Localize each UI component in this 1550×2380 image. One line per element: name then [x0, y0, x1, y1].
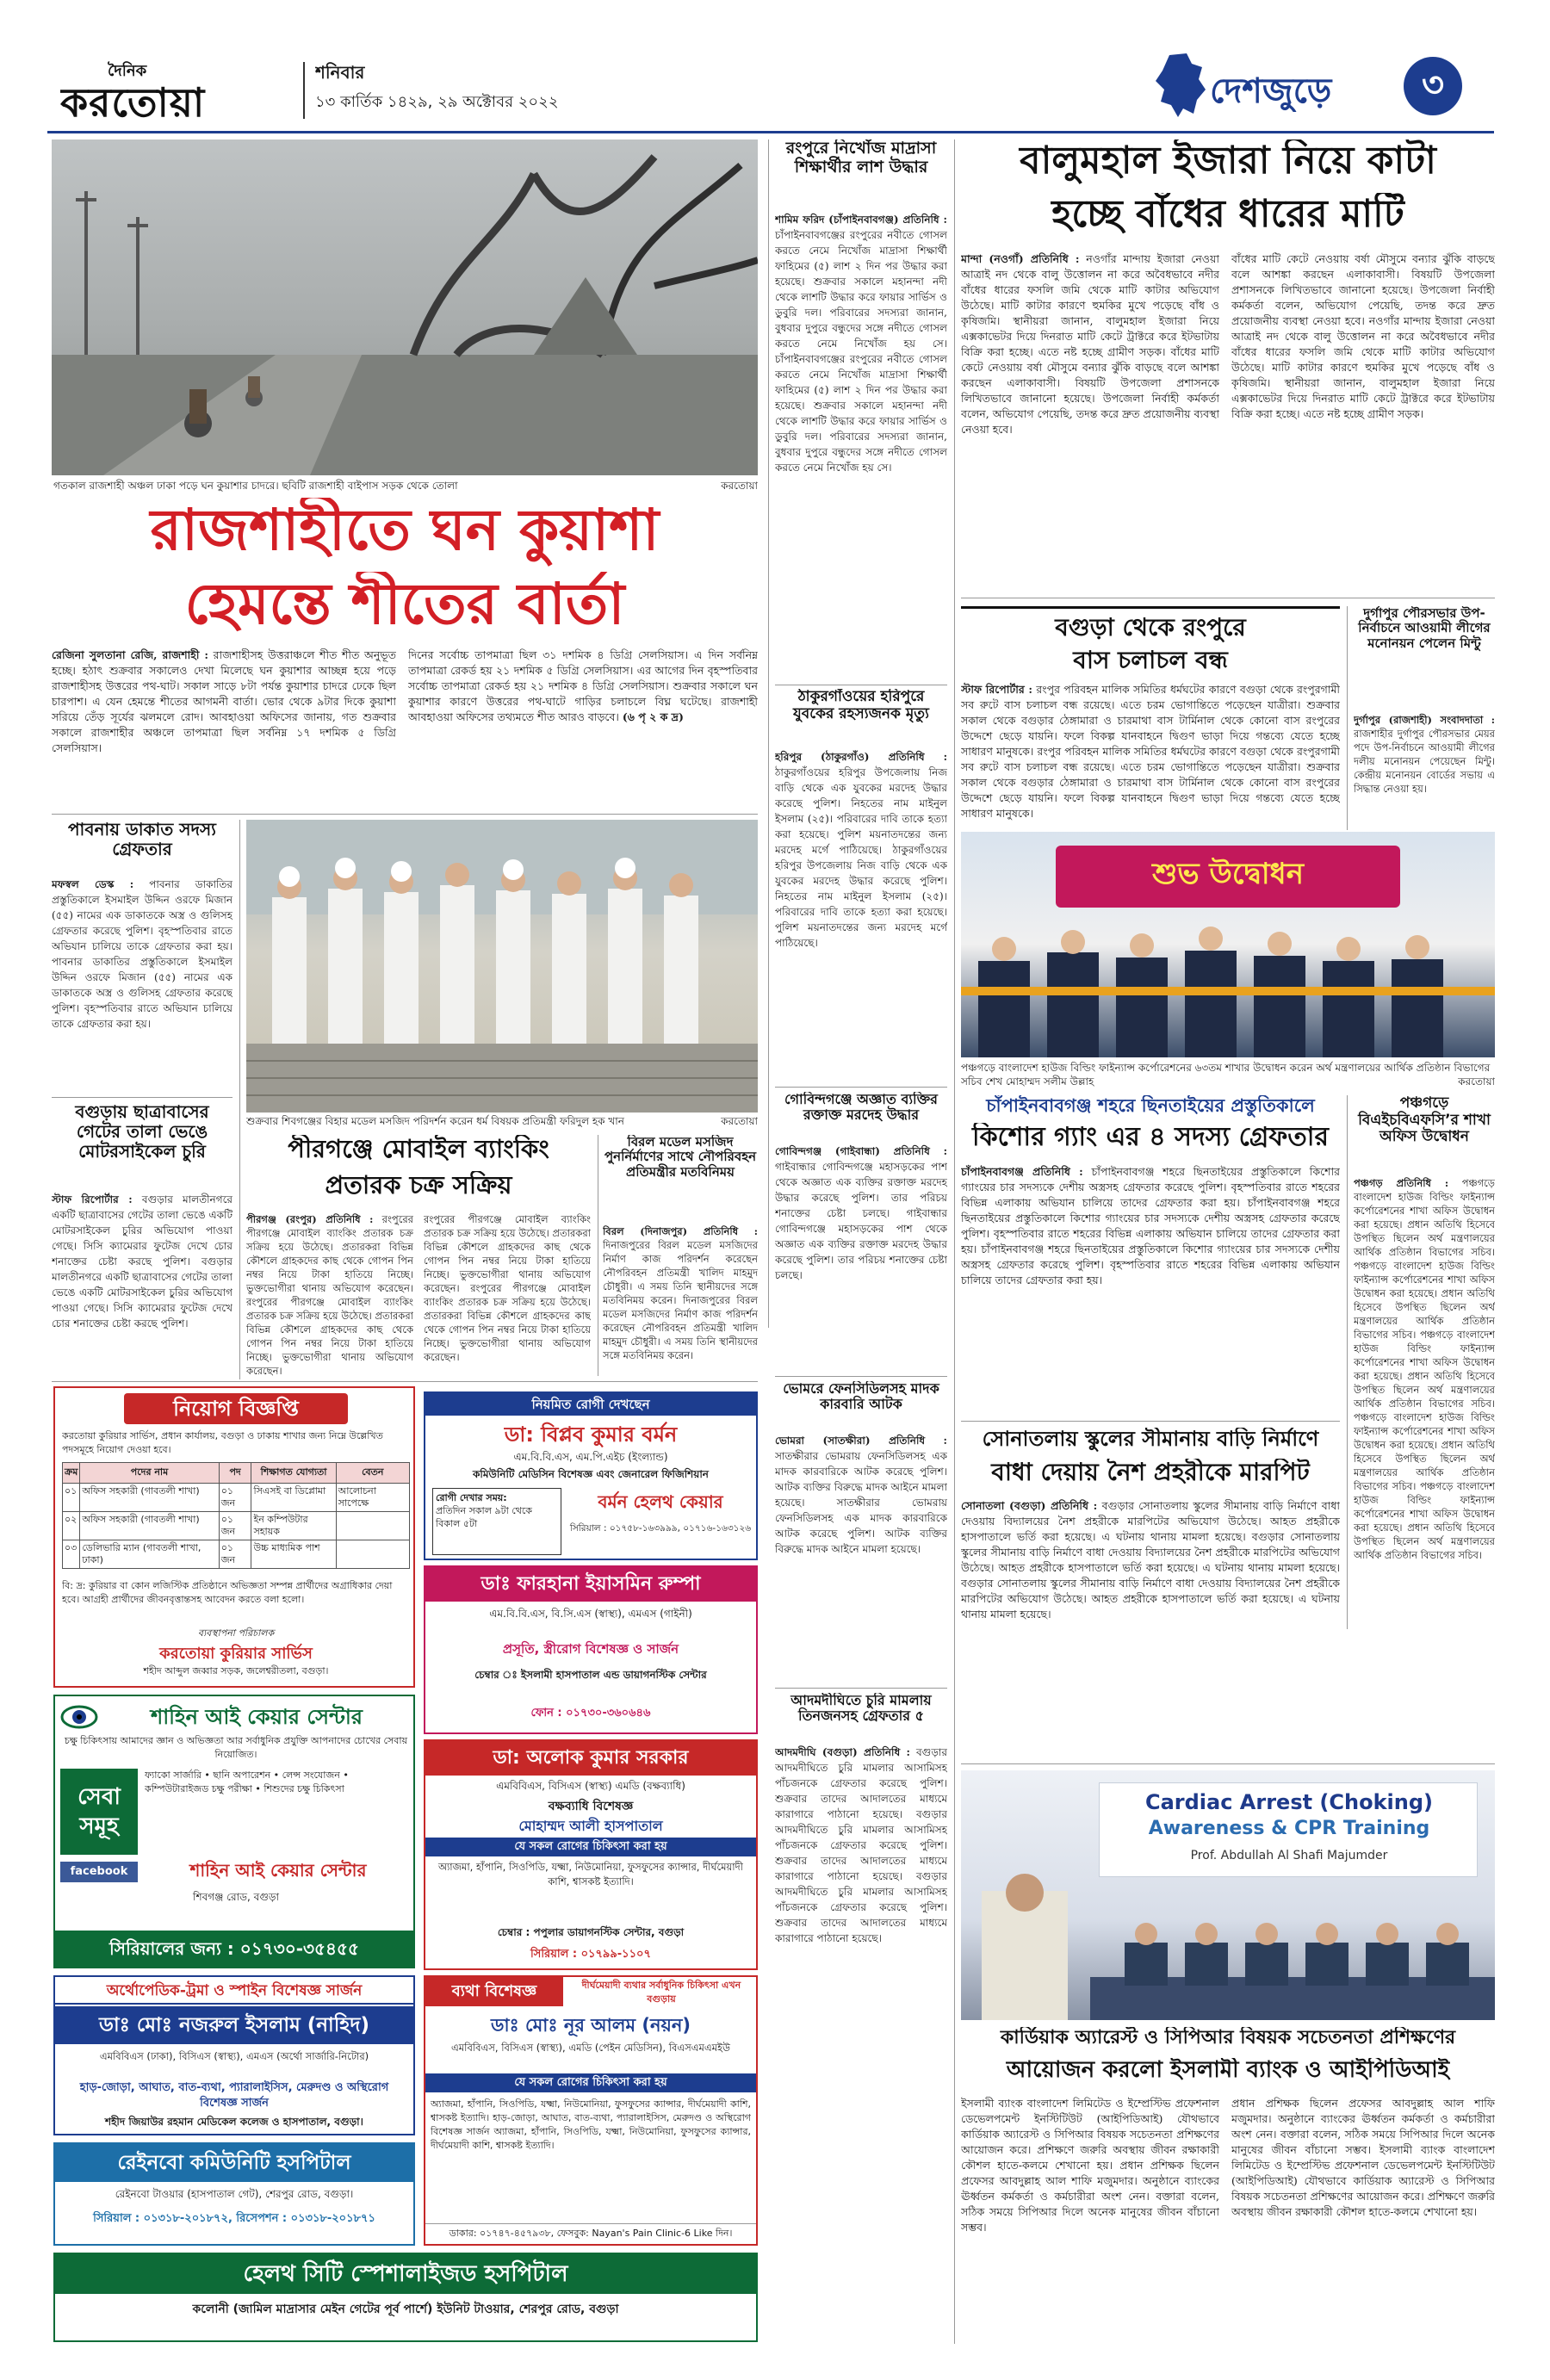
- minister-body: বিরল (দিনাজপুর) প্রতিনিধি : দিনাজপুরের বিরল মডেল মসজিদের নির্মাণ কাজ পরিদর্শন করেছেন নৌপরিবহন প্রতিমন্ত্রী খালিদ মাহমুদ চৌধুরী। এ সময় তিনি স্থানীয়দের সঙ্গে মতবিনিময় করেন। দিনাজপুরের বিরল মডেল মসজিদের নির্মাণ কাজ পরিদর্শন করেছেন নৌপরিবহন প্রতিমন্ত্রী খালিদ মাহমুদ চৌধুরী। এ সময় তিনি স্থানীয়দের সঙ্গে মতবিনিময় করেন।: [603, 1225, 758, 1361]
- gang-headline-2: কিশোর গ্যাং এর ৪ সদস্য গ্রেফতার: [972, 1123, 1329, 1152]
- lead-photo: [52, 139, 758, 475]
- pain-title: ব্যথা বিশেষজ্ঞ: [425, 1977, 563, 2006]
- sahin-phone: সিরিয়ালের জন্য : ০১৭৩০-৩৫৪৫৫: [55, 1931, 413, 1967]
- eye-icon: [60, 1701, 98, 1732]
- doctor-ad-degrees: এম.বি.বি.এস, এম.পি.এইচ (ইংল্যান্ড): [513, 1451, 668, 1463]
- alok-degrees: এমবিবিএস, বিসিএস (স্বাস্থ্য) এমডি (বক্ষব্যাধি): [496, 1780, 685, 1792]
- job-table-cell: ইন কম্পিউটার সহায়ক: [251, 1512, 336, 1540]
- cardiac-body: ইসলামী ব্যাংক বাংলাদেশ লিমিটেড ও ইম্প্রেস্টিভ প্রফেশনাল ডেভেলপমেন্ট ইনস্টিটিউট (আইপিডিআই) যৌথভাবে কার্ডিয়াক অ্যারেস্ট ও সিপিআর বিষয়ক সচেতনতা প্রশিক্ষণের আয়োজন করে। প্রশিক্ষণে জরুরি অবস্থায় জীবন রক্ষাকারী কৌশল হাতে-কলমে শেখানো হয়। প্রধান প্রশিক্ষক ছিলেন প্রফেসর আবদুল্লাহ আল শাফি মজুমদার। অনুষ্ঠানে ব্যাংকের ঊর্ধ্বতন কর্মকর্তা ও কর্মচারীরা অংশ নেন। বক্তারা বলেন, সঠিক সময়ে সিপিআর দিলে অনেক মানুষের জীবন বাঁচানো সম্ভব।: [961, 2097, 1219, 2234]
- lead-photo-credit: করতোয়া: [721, 480, 758, 492]
- lead-headline-1: রাজশাহীতে ঘন কুয়াশা: [150, 498, 660, 563]
- rumpa-degrees: এম.বি.বি.এস, বি.সি.এস (স্বাস্থ্য), এমএস (গাইনী): [489, 1608, 692, 1620]
- bus-headline-2: বাস চলাচল বন্ধ: [1073, 647, 1228, 674]
- health-city-name: হেলথ সিটি স্পেশালাইজড হসপিটাল: [55, 2254, 756, 2294]
- job-table-cell: ০১: [63, 1484, 80, 1512]
- raid-headline: গোবিন্দগঞ্জে অজ্ঞাত ব্যক্তির রক্তাক্ত মরদেহ উদ্ধার: [784, 1092, 938, 1124]
- balumohal-headline-2: হচ্ছে বাঁধের ধারের মাটি: [1051, 193, 1404, 236]
- cardiac-headline-2: আয়োজন করলো ইসলামী ব্যাংক ও আইপিডিআই: [1006, 2058, 1450, 2083]
- doctor-rumpa-ad[interactable]: [424, 1565, 758, 1734]
- doctor-biplob-ad[interactable]: [424, 1391, 758, 1560]
- job-table-cell: [336, 1512, 409, 1540]
- job-table-cell: ০২: [63, 1512, 80, 1540]
- issue-day: শনিবার: [315, 62, 365, 83]
- ceremony-photo: [961, 832, 1495, 1057]
- lead-body: রেজিনা সুলতানা রেজি, রাজশাহী : রাজশাহীসহ উত্তরাঞ্চলে শীত শীত অনুভূত হচ্ছে। হঠাৎ শুক্রবার সকালেও দেখা মিলেছে ঘন কুয়াশার আচ্ছন্ন হয়ে পড়ে রাজশাহীসহ উত্তরের পথ-ঘাট। সকাল সাড়ে ৮টা পর্যন্ত কুয়াশার চাদরে ঢেকে ছিল চারপাশ। এ যেন হেমন্তে শীতের আগমনী বার্তা। ভোর থেকে ৯টার দিকে কুয়াশা সরিয়ে তেঁড় সূর্যের ঝলমলে রোদ। আবহাওয়া অফিসের জানায়, গত শুক্রবার সকালে রাজশাহীর অঞ্চলে তাপমাত্রা ছিল সর্বনিম্ন ১৭ দশমিক ৫ ডিগ্রি সেলসিয়াস।: [52, 648, 396, 754]
- theft-body: আদমদীঘি (বগুড়া) প্রতিনিধি : বগুড়ার আদমদীঘিতে চুরি মামলার আসামিসহ পাঁচজনকে গ্রেফতার করেছে পুলিশ। শুক্রবার তাদের আদালতের মাধ্যমে কারাগারে পাঠানো হয়েছে। বগুড়ার আদমদীঘিতে চুরি মামলার আসামিসহ পাঁচজনকে গ্রেফতার করেছে পুলিশ। শুক্রবার তাদের আদালতের মাধ্যমে কারাগারে পাঠানো হয়েছে। বগুড়ার আদমদীঘিতে চুরি মামলার আসামিসহ পাঁচজনকে গ্রেফতার করেছে পুলিশ। শুক্রবার তাদের আদালতের মাধ্যমে কারাগারে পাঠানো হয়েছে।: [775, 1746, 947, 1944]
- rainbow-phone: সিরিয়াল : ০১৩১৮-২০১৮৭২, রিসেপশন : ০১৩১৮-২০১৮৭১: [93, 2212, 375, 2225]
- fensidil-headline: ভোমরে ফেনসিডিলসহ মাদক কারবারি আটক: [783, 1381, 939, 1413]
- training-banner-2: Awareness & CPR Training: [1148, 1818, 1430, 1839]
- doctor-ad-name: ডা: বিপ্লব কুমার বর্মন: [504, 1422, 678, 1447]
- training-speaker: Prof. Abdullah Al Shafi Majumder: [1190, 1849, 1388, 1862]
- ceremony-banner-title: শুভ উদ্বোধন: [1151, 858, 1304, 891]
- lead-jump[interactable]: (৬ পৃ ২ ক দ্র): [622, 710, 684, 723]
- health-city-ad[interactable]: [53, 2253, 758, 2342]
- sub-election-body: দুর্গাপুর (রাজশাহী) সংবাদদাতা : রাজশাহীর দুর্গাপুর পৌরসভার মেয়র পদে উপ-নির্বাচনে আওয়ামী লীগের দলীয় মনোনয়ন পেয়েছেন মিন্টু। কেন্দ্রীয় মনোনয়ন বোর্ডের সভায় এ সিদ্ধান্ত নেওয়া হয়।: [1354, 714, 1495, 795]
- rumpa-phone: ফোন : ০১৭৩০-৩৬০৬৪৬: [530, 1707, 651, 1720]
- pain-name: ডাঃ মোঃ নূর আলম (নয়ন): [491, 2015, 691, 2036]
- ortho-degrees: এমবিবিএস (ঢাকা), বিসিএস (স্বাস্থ্য), এমএস (অর্থো সার্জারি-নিটোর): [99, 2050, 369, 2062]
- job-table-cell: ০১ জন: [219, 1484, 251, 1512]
- ceremony-credit: করতোয়া: [1458, 1075, 1495, 1088]
- health-city-address: কলোনী (জামিল মাদ্রাসার মেইন গেটের পূর্ব পার্শে) ইউনিট টাওয়ার, শেরপুর রোড, বগুড়া: [192, 2303, 619, 2316]
- job-table-cell: সিএসই বা ডিপ্লোমা: [251, 1484, 336, 1512]
- bus-headline-1: বগুড়া থেকে রংপুরে: [1055, 614, 1246, 641]
- dacoit-headline: পাবনায় ডাকাত সদস্য গ্রেফতার: [67, 820, 216, 859]
- doctor-ad-title: নিয়মিত রোগী দেখছেন: [425, 1393, 756, 1416]
- balumohal-headline-1: বালুমহাল ইজারা নিয়ে কাটা: [1020, 139, 1436, 183]
- alok-strip: যে সকল রোগের চিকিৎসা করা হয়: [425, 1838, 756, 1856]
- job-table-cell: আলোচনা সাপেক্ষে: [336, 1484, 409, 1512]
- bhbfc-headline: পঞ্চগড়ে বিএইচবিএফসি’র শাখা অফিস উদ্বোধন: [1358, 1095, 1491, 1146]
- doctor-ortho-ad[interactable]: [53, 1975, 415, 2135]
- sahin-name: শাহিন আই কেয়ার সেন্টার: [151, 1705, 363, 1729]
- job-ad[interactable]: [53, 1386, 415, 1688]
- job-table-cell: [336, 1540, 409, 1569]
- pain-tag: দীর্ঘমেয়াদী ব্যথার সর্বাধুনিক চিকিৎসা এখন বগুড়ায়: [581, 1980, 741, 2005]
- balumohal-body: মান্দা (নওগাঁ) প্রতিনিধি : নওগাঁর মান্দায় ইজারা নেওয়া আত্রাই নদ থেকে বালু উত্তোলন না করে অবৈধভাবে নদীর বাঁধের ধারের ফসলি জমি থেকে মাটি কাটার অভিযোগ উঠেছে। মাটি কাটার কারণে হুমকির মুখে পড়েছে বাঁধ ও কৃষিজমি। স্থানীয়রা জানান, বালুমহাল ইজারা নিয়ে এক্সকাভেটর দিয়ে দিনরাত মাটি কেটে ট্রাক্টরে করে ইটভাটায় বিক্রি করা হচ্ছে। এতে নষ্ট হচ্ছে গ্রামীণ সড়ক। বাঁধের মাটি কেটে নেওয়ায় বর্ষা মৌসুমে বন্যার ঝুঁকি বাড়ছে বলে আশঙ্কা করছেন এলাকাবাসী। বিষয়টি উপজেলা প্রশাসনকে লিখিতভাবে জানানো হয়েছে। উপজেলা নির্বাহী কর্মকর্তা বলেন, অভিযোগ পেয়েছি, তদন্ত করে দ্রুত প্রয়োজনীয় ব্যবস্থা নেওয়া হবে।: [961, 252, 1219, 436]
- job-table-cell: অফিস সহকারী (গাবতলী শাখা): [80, 1484, 219, 1512]
- raid-body: গোবিন্দগঞ্জ (গাইবান্ধা) প্রতিনিধি : গাইবান্ধার গোবিন্দগঞ্জে মহাসড়কের পাশ থেকে অজ্ঞাত এক ব্যক্তির রক্তাক্ত মরদেহ উদ্ধার করেছে পুলিশ। তার পরিচয় শনাক্তের চেষ্টা চলছে। গাইবান্ধার গোবিন্দগঞ্জে মহাসড়কের পাশ থেকে অজ্ঞাত এক ব্যক্তির রক্তাক্ত মরদেহ উদ্ধার করেছে পুলিশ। তার পরিচয় শনাক্তের চেষ্টা চলছে।: [775, 1145, 947, 1281]
- school-headline-1: সোনাতলায় স্কুলের সীমানায় বাড়ি নির্মাণে: [982, 1428, 1319, 1451]
- doctor-ad-clinic: বর্মন হেলথ কেয়ার: [598, 1491, 723, 1512]
- pain-footer: ডাকার: ০১৭৪৭-৪৫৭৯৩৮, ফেসবুক: Nayan's Pain Clinic-6 Like দিন।: [425, 2223, 756, 2242]
- madrasa-body: শামিম ফরিদ (চাঁপাইনবাবগঞ্জ) প্রতিনিধি : চাঁপাইনবাবগঞ্জের রংপুরের নবীতে গোসল করতে নেমে নিখোঁজ মাদ্রাসা শিক্ষার্থী ফাহিমের (৫) লাশ ২ দিন পর উদ্ধার করা হয়েছে। শুক্রবার সকালে মহানন্দা নদী থেকে লাশটি উদ্ধার করে ফায়ার সার্ভিস ও ডুবুরি দল। পরিবারের সদস্যরা জানান, বুধবার দুপুরে বন্ধুদের সঙ্গে নদীতে গোসল করতে নেমে নিখোঁজ হয় সে। চাঁপাইনবাবগঞ্জের রংপুরের নবীতে গোসল করতে নেমে নিখোঁজ মাদ্রাসা শিক্ষার্থী ফাহিমের (৫) লাশ ২ দিন পর উদ্ধার করা হয়েছে। শুক্রবার সকালে মহানন্দা নদী থেকে লাশটি উদ্ধার করে ফায়ার সার্ভিস ও ডুবুরি দল। পরিবারের সদস্যরা জানান, বুধবার দুপুরে বন্ধুদের সঙ্গে নদীতে গোসল করতে নেমে নিখোঁজ হয় সে।: [775, 214, 947, 474]
- sahin-name-2: শাহিন আই কেয়ার সেন্টার: [189, 1860, 367, 1881]
- ortho-college: শহীদ জিয়াউর রহমান মেডিকেল কলেজ ও হাসপাতাল, বগুড়া।: [105, 2116, 363, 2128]
- mosque-credit: করতোয়া: [721, 1115, 758, 1127]
- alok-specialty: বক্ষব্যাধি বিশেষজ্ঞ: [548, 1800, 634, 1813]
- doctor-ad-serial: সিরিয়াল : ০১৭৫৮-১৬৩৯৯৯, ০১৭১৬-১৬৩১২৬: [569, 1523, 752, 1534]
- pain-strip: যে সকল রোগের চিকিৎসা করা হয়: [425, 2073, 756, 2092]
- sahin-tagline: চক্ষু চিকিৎসায় আমাদের জ্ঞান ও অভিজ্ঞতা আর সর্বাধুনিক প্রযুক্তি আপনাদের চোখের সেবায় নিয়োজিত।: [64, 1735, 408, 1760]
- rumpa-specialty: প্রসূতি, স্ত্রীরোগ বিশেষজ্ঞ ও সার্জন: [502, 1641, 679, 1657]
- sub-election-headline: দুর্গাপুর পৌরসভার উপ-নির্বাচনে আওয়ামী লীগের মনোনয়ন পেলেন মিন্টু: [1358, 606, 1491, 651]
- doctor-alok-ad[interactable]: [424, 1739, 758, 1970]
- pain-list: অ্যাজমা, হাঁপানি, সিওপিডি, যক্ষ্মা, নিউমোনিয়া, ফুসফুসের ক্যান্সার, দীর্ঘমেয়াদী কাশি, শ্বাসকষ্ট ইত্যাদি। হাড়-জোড়া, আঘাত, বাত-ব্যথা, প্যারালাইসিস, মেরুদণ্ড ও অস্থিরোগ বিশেষজ্ঞ সার্জন অ্যাজমা, হাঁপানি, সিওপিডি, যক্ষ্মা, নিউমোনিয়া, ফুসফুসের ক্যান্সার, দীর্ঘমেয়াদী কাশি, শ্বাসকষ্ট ইত্যাদি।: [431, 2098, 751, 2151]
- rainbow-address: রেইনবো টাওয়ার (হাসপাতাল গেট), শেরপুর রোড, বগুড়া।: [115, 2188, 354, 2200]
- gate-headline: বগুড়ায় ছাত্রাবাসের গেটের তালা ভেঙে মোটরসাইকেল চুরি: [75, 1102, 209, 1162]
- job-table-header: ক্রম: [63, 1463, 80, 1484]
- job-ad-signer: ব্যবস্থাপনা পরিচালক: [197, 1627, 275, 1639]
- job-table-header: পদ: [219, 1463, 251, 1484]
- sahin-eye-ad[interactable]: [53, 1695, 415, 1968]
- job-ad-address: শহীদ আব্দুল জব্বার সড়ক, জলেশ্বরীতলা, বগুড়া।: [143, 1665, 329, 1677]
- young-body: হরিপুর (ঠাকুরগাঁও) প্রতিনিধি : ঠাকুরগাঁওয়ের হরিপুর উপজেলায় নিজ বাড়ি থেকে এক যুবকের মরদেহ উদ্ধার করেছে পুলিশ। নিহতের নাম মাইনুল ইসলাম (২৫)। পরিবারের দাবি তাকে হত্যা করা হয়েছে। পুলিশ ময়নাতদন্তের জন্য মরদেহ মর্গে পাঠিয়েছে। ঠাকুরগাঁওয়ের হরিপুর উপজেলায় নিজ বাড়ি থেকে এক যুবকের মরদেহ উদ্ধার করেছে পুলিশ। নিহতের নাম মাইনুল ইসলাম (২৫)। পরিবারের দাবি তাকে হত্যা করা হয়েছে। পুলিশ ময়নাতদন্তের জন্য মরদেহ মর্গে পাঠিয়েছে।: [775, 751, 947, 949]
- mobile-headline-2: প্রতারক চক্র সক্রিয়: [325, 1171, 512, 1199]
- rainbow-name: রেইনবো কমিউনিটি হসপিটাল: [55, 2144, 413, 2182]
- bus-body: স্টাফ রিপোর্টার : রংপুর পরিবহন মালিক সমিতির ধর্মঘটের কারণে বগুড়া থেকে রংপুরগামী সব রুটে বাস চলাচল বন্ধ রয়েছে। এতে চরম ভোগান্তিতে পড়েছেন যাত্রীরা। শুক্রবার সকাল থেকে বগুড়ার ঠেঙ্গামারা ও চারমাথা বাস টার্মিনাল থেকে কোনো বাস রংপুরের উদ্দেশে ছেড়ে যায়নি। ফলে বিকল্প যানবাহনে দ্বিগুণ ভাড়া দিয়ে গন্তব্যে যেতে হচ্ছে সাধারণ মানুষকে। রংপুর পরিবহন মালিক সমিতির ধর্মঘটের কারণে বগুড়া থেকে রংপুরগামী সব রুটে বাস চলাচল বন্ধ রয়েছে। এতে চরম ভোগান্তিতে পড়েছেন যাত্রীরা। শুক্রবার সকাল থেকে বগুড়ার ঠেঙ্গামারা ও চারমাথা বাস টার্মিনাল থেকে কোনো বাস রংপুরের উদ্দেশে ছেড়ে যায়নি। ফলে বিকল্প যানবাহনে দ্বিগুণ ভাড়া দিয়ে গন্তব্যে যেতে হচ্ছে সাধারণ মানুষকে।: [961, 683, 1340, 820]
- job-table-header: শিক্ষাগত যোগ্যতা: [251, 1463, 336, 1484]
- job-table-cell: ০১ জন: [219, 1540, 251, 1569]
- alok-serial: সিরিয়াল : ০১৭৯৯-১১০৭: [530, 1948, 651, 1961]
- mobile-body: পীরগঞ্জ (রংপুর) প্রতিনিধি : রংপুরের পীরগঞ্জে মোবাইল ব্যাংকিং প্রতারক চক্র সক্রিয় হয়ে উঠেছে। প্রতারকরা বিভিন্ন কৌশলে গ্রাহকদের কাছ থেকে গোপন পিন নম্বর নিয়ে টাকা হাতিয়ে নিচ্ছে। ভুক্তভোগীরা থানায় অভিযোগ করেছেন। রংপুরের পীরগঞ্জে মোবাইল ব্যাংকিং প্রতারক চক্র সক্রিয় হয়ে উঠেছে। প্রতারকরা বিভিন্ন কৌশলে গ্রাহকদের কাছ থেকে গোপন পিন নম্বর নিয়ে টাকা হাতিয়ে নিচ্ছে। ভুক্তভোগীরা থানায় অভিযোগ করেছেন।: [246, 1213, 413, 1376]
- section-title: দেশজুড়ে: [1210, 71, 1332, 111]
- training-photo: [961, 1770, 1495, 2020]
- gang-body: চাঁপাইনবাবগঞ্জ প্রতিনিধি : চাঁপাইনবাবগঞ্জ শহরে ছিনতাইয়ের প্রস্তুতিকালে কিশোর গ্যাংয়ের চার সদস্যকে দেশীয় অস্ত্রসহ গ্রেফতার করেছে পুলিশ। বৃহস্পতিবার রাতে শহরের বিভিন্ন এলাকায় অভিযান চালিয়ে তাদের গ্রেফতার করা হয়। চাঁপাইনবাবগঞ্জ শহরে ছিনতাইয়ের প্রস্তুতিকালে কিশোর গ্যাংয়ের চার সদস্যকে দেশীয় অস্ত্রসহ গ্রেফতার করেছে পুলিশ। বৃহস্পতিবার রাতে শহরের বিভিন্ন এলাকায় অভিযান চালিয়ে তাদের গ্রেফতার করা হয়। চাঁপাইনবাবগঞ্জ শহরে ছিনতাইয়ের প্রস্তুতিকালে কিশোর গ্যাংয়ের চার সদস্যকে দেশীয় অস্ত্রসহ গ্রেফতার করেছে পুলিশ। বৃহস্পতিবার রাতে শহরের বিভিন্ন এলাকায় অভিযান চালিয়ে তাদের গ্রেফতার করা হয়।: [961, 1165, 1340, 1286]
- rumpa-name: ডাঃ ফারহানা ইয়াসমিন রুম্পা: [425, 1567, 756, 1602]
- mosque-caption: শুক্রবার শিবগঞ্জের বিহার মডেল মসজিদ পরিদর্শন করেন ধর্ম বিষয়ক প্রতিমন্ত্রী ফরিদুল হক খান করতোয়া: [246, 1115, 758, 1127]
- madrasa-headline: রংপুরে নিখোঁজ মাদ্রাসা শিক্ষার্থীর লাশ উদ্ধার: [785, 139, 937, 177]
- job-table-row: [63, 1512, 410, 1540]
- job-table-cell: উচ্চ মাধ্যমিক পাশ: [251, 1540, 336, 1569]
- lead-headline-2: হেমন্তে শীতের বার্তা: [184, 572, 625, 637]
- job-table-cell: ০১ জন: [219, 1512, 251, 1540]
- job-table-header: বেতন: [336, 1463, 409, 1484]
- job-table-header: পদের নাম: [80, 1463, 219, 1484]
- gang-headline-1: চাঁপাইনবাবগঞ্জ শহরে ছিনতাইয়ের প্রস্তুতিকালে: [986, 1095, 1315, 1116]
- job-table-row: [63, 1540, 410, 1569]
- bangladesh-map-icon: [1152, 52, 1207, 119]
- fensidil-body: ভোমরা (সাতক্ষীরা) প্রতিনিধি : সাতক্ষীরার ভোমরায় ফেনসিডিলসহ এক মাদক কারবারিকে আটক করেছে পুলিশ। আটক ব্যক্তির বিরুদ্ধে মাদক আইনে মামলা হয়েছে। সাতক্ষীরার ভোমরায় ফেনসিডিলসহ এক মাদক কারবারিকে আটক করেছে পুলিশ। আটক ব্যক্তির বিরুদ্ধে মাদক আইনে মামলা হয়েছে।: [775, 1435, 947, 1555]
- lead-photo-caption: গতকাল রাজশাহী অঞ্চল ঢাকা পড়ে ঘন কুয়াশার চাদরে। ছবিটি রাজশাহী বাইপাস সড়ক থেকে তোলা: [53, 480, 458, 492]
- lead-dateline: রেজিনা সুলতানা রেজি, রাজশাহী :: [52, 648, 209, 661]
- logo[interactable]: করতোয়া: [60, 79, 206, 125]
- training-banner: [1099, 1782, 1478, 1877]
- mobile-headline-1: পীরগঞ্জে মোবাইল ব্যাংকিং: [288, 1135, 549, 1163]
- training-banner-1: Cardiac Arrest (Choking): [1144, 1790, 1434, 1814]
- balumohal-body-2: বাঁধের মাটি কেটে নেওয়ায় বর্ষা মৌসুমে বন্যার ঝুঁকি বাড়ছে বলে আশঙ্কা করছেন এলাকাবাসী। বিষয়টি উপজেলা প্রশাসনকে লিখিতভাবে জানানো হয়েছে। উপজেলা নির্বাহী কর্মকর্তা বলেন, অভিযোগ পেয়েছি, তদন্ত করে দ্রুত প্রয়োজনীয় ব্যবস্থা নেওয়া হবে। নওগাঁর মান্দায় ইজারা নেওয়া আত্রাই নদ থেকে বালু উত্তোলন না করে অবৈধভাবে নদীর বাঁধের ধারের ফসলি জমি থেকে মাটি কাটার অভিযোগ উঠেছে। মাটি কাটার কারণে হুমকির মুখে পড়েছে বাঁধ ও কৃষিজমি। স্থানীয়রা জানান, বালুমহাল ইজারা নিয়ে এক্সকাভেটর দিয়ে দিনরাত মাটি কেটে ট্রাক্টরে করে ইটভাটায় বিক্রি করা হচ্ছে। এতে নষ্ট হচ্ছে গ্রামীণ সড়ক।: [1231, 252, 1495, 420]
- ortho-specialty: হাড়-জোড়া, আঘাত, বাত-ব্যথা, প্যারালাইসিস, মেরুদণ্ড ও অস্থিরোগ বিশেষজ্ঞ সার্জন: [79, 2081, 389, 2110]
- job-ad-intro: করতোয়া কুরিয়ার সার্ভিস, প্রধান কার্যালয়, বগুড়া ও ঢাকায় শাখার জন্য নিম্নে উল্লেখিত পদসমূহে নিয়োগ দেওয়া হবে।: [62, 1430, 383, 1455]
- logo-small: দৈনিক: [108, 62, 147, 77]
- job-table-row: [63, 1484, 410, 1512]
- school-headline-2: বাধা দেয়ায় নৈশ প্রহরীকে মারপিট: [991, 1459, 1310, 1486]
- ceremony-caption: পঞ্চগড়ে বাংলাদেশ হাউজ বিল্ডিং ফাইন্যান্স কর্পোরেশনের ৬৩তম শাখার উদ্বোধন করেন অর্থ মন্ত্রণালয়ের আর্থিক প্রতিষ্ঠান বিভাগের সচিব শেখ মোহাম্মদ সলীম উল্লাহ করতোয়া: [961, 1062, 1495, 1088]
- bhbfc-body: পঞ্চগড় প্রতিনিধি : পঞ্চগড়ে বাংলাদেশ হাউজ বিল্ডিং ফাইন্যান্স কর্পোরেশনের শাখা অফিস উদ্বোধন করা হয়েছে। প্রধান অতিথি হিসেবে উপস্থিত ছিলেন অর্থ মন্ত্রণালয়ের আর্থিক প্রতিষ্ঠান বিভাগের সচিব। পঞ্চগড়ে বাংলাদেশ হাউজ বিল্ডিং ফাইন্যান্স কর্পোরেশনের শাখা অফিস উদ্বোধন করা হয়েছে। প্রধান অতিথি হিসেবে উপস্থিত ছিলেন অর্থ মন্ত্রণালয়ের আর্থিক প্রতিষ্ঠান বিভাগের সচিব। পঞ্চগড়ে বাংলাদেশ হাউজ বিল্ডিং ফাইন্যান্স কর্পোরেশনের শাখা অফিস উদ্বোধন করা হয়েছে। প্রধান অতিথি হিসেবে উপস্থিত ছিলেন অর্থ মন্ত্রণালয়ের আর্থিক প্রতিষ্ঠান বিভাগের সচিব। পঞ্চগড়ে বাংলাদেশ হাউজ বিল্ডিং ফাইন্যান্স কর্পোরেশনের শাখা অফিস উদ্বোধন করা হয়েছে। প্রধান অতিথি হিসেবে উপস্থিত ছিলেন অর্থ মন্ত্রণালয়ের আর্থিক প্রতিষ্ঠান বিভাগের সচিব। পঞ্চগড়ে বাংলাদেশ হাউজ বিল্ডিং ফাইন্যান্স কর্পোরেশনের শাখা অফিস উদ্বোধন করা হয়েছে। প্রধান অতিথি হিসেবে উপস্থিত ছিলেন অর্থ মন্ত্রণালয়ের আর্থিক প্রতিষ্ঠান বিভাগের সচিব।: [1354, 1177, 1495, 1561]
- facebook-icon[interactable]: facebook: [60, 1862, 138, 1882]
- page-number: ৩: [1404, 57, 1462, 115]
- cardiac-headline-1: কার্ডিয়াক অ্যারেস্ট ও সিপিআর বিষয়ক সচেতনতা প্রশিক্ষণের: [1000, 2027, 1456, 2048]
- job-table-cell: ০৩: [63, 1540, 80, 1569]
- bus-headline-box: [961, 606, 1340, 677]
- alok-chamber: চেম্বার : পপুলার ডায়াগনস্টিক সেন্টার, বগুড়া: [497, 1926, 685, 1938]
- sahin-service-label: সেবা সমূহ: [60, 1769, 138, 1855]
- gate-body: স্টাফ রিপোর্টার : বগুড়ার মালতীনগরে একটি ছাত্রাবাসের গেটের তালা ভেঙে একটি মোটরসাইকেল চুরির অভিযোগ পাওয়া গেছে। সিসি ক্যামেরার ফুটেজ দেখে চোর শনাক্তের চেষ্টা করছে পুলিশ। বগুড়ার মালতীনগরে একটি ছাত্রাবাসের গেটের তালা ভেঙে একটি মোটরসাইকেল চুরির অভিযোগ পাওয়া গেছে। সিসি ক্যামেরার ফুটেজ দেখে চোর শনাক্তের চেষ্টা করছে পুলিশ।: [52, 1193, 232, 1329]
- pain-degrees: এমবিবিএস, বিসিএস (স্বাস্থ্য), এমডি (পেইন মেডিসিন), বিএসএমএমইউ: [451, 2042, 730, 2054]
- doctor-ad-time-box: রোগী দেখার সময়: প্রতিদিন সকাল ৯টা থেকে বিকাল ৫টা: [432, 1488, 561, 1555]
- minister-headline: বিরল মডেল মসজিদ পুনর্নির্মাণের সাথে নৌপরিবহন প্রতিমন্ত্রীর মতবিনিময়: [604, 1135, 757, 1180]
- theft-headline: আদমদীঘিতে চুরি মামলায় তিনজনসহ গ্রেফতার ৫: [790, 1693, 932, 1725]
- masthead: [0, 0, 1550, 138]
- dacoit-body: মফস্বল ডেস্ক : পাবনার ডাকাতির প্রস্তুতিকালে ইসমাইল উদ্দিন ওরফে মিজান (৫৫) নামের এক ডাকাতকে অস্ত্র ও গুলিসহ গ্রেফতার করেছে পুলিশ। বৃহস্পতিবার রাতে অভিযান চালিয়ে তাকে গ্রেফতার করা হয়। পাবনার ডাকাতির প্রস্তুতিকালে ইসমাইল উদ্দিন ওরফে মিজান (৫৫) নামের এক ডাকাতকে অস্ত্র ও গুলিসহ গ্রেফতার করেছে পুলিশ। বৃহস্পতিবার রাতে অভিযান চালিয়ে তাকে গ্রেফতার করা হয়।: [52, 878, 232, 1030]
- job-table-cell: ডেলিভারি ম্যান (গাবতলী শাখা, ঢাকা): [80, 1540, 219, 1569]
- school-body: সোনাতলা (বগুড়া) প্রতিনিধি : বগুড়ার সোনাতলায় স্কুলের সীমানায় বাড়ি নির্মাণে বাধা দেওয়ায় বিদ্যালয়ের নৈশ প্রহরীকে মারপিটের অভিযোগ উঠেছে। আহত প্রহরীকে হাসপাতালে ভর্তি করা হয়েছে। এ ঘটনায় থানায় মামলা হয়েছে। বগুড়ার সোনাতলায় স্কুলের সীমানায় বাড়ি নির্মাণে বাধা দেওয়ায় বিদ্যালয়ের নৈশ প্রহরীকে মারপিটের অভিযোগ উঠেছে। আহত প্রহরীকে হাসপাতালে ভর্তি করা হয়েছে। এ ঘটনায় থানায় মামলা হয়েছে। বগুড়ার সোনাতলায় স্কুলের সীমানায় বাড়ি নির্মাণে বাধা দেওয়ায় বিদ্যালয়ের নৈশ প্রহরীকে মারপিটের অভিযোগ উঠেছে। আহত প্রহরীকে হাসপাতালে ভর্তি করা হয়েছে। এ ঘটনায় থানায় মামলা হয়েছে।: [961, 1499, 1340, 1621]
- doctor-ad-specialty: কমিউনিটি মেডিসিন বিশেষজ্ঞ এবং জেনারেল ফিজিশিয়ান: [473, 1468, 709, 1480]
- alok-name: ডা: অলোক কুমার সরকার: [425, 1741, 756, 1776]
- mosque-photo: [246, 820, 758, 1113]
- job-ad-note: বি: দ্র: কুরিয়ার বা কোন লজিস্টিক প্রতিষ্ঠানে অভিজ্ঞতা সম্পন্ন প্রার্থীদের অগ্রাধিকার দেয়া হবে। আগ্রহী প্রার্থীদের জীবনবৃত্তান্তসহ আবেদন করতে বলা হলো।: [62, 1580, 393, 1605]
- sahin-address: শিবগঞ্জ রোড, বগুড়া: [193, 1891, 279, 1903]
- job-ad-company: করতোয়া কুরিয়ার সার্ভিস: [159, 1645, 313, 1662]
- sahin-services: ফ্যাকো সার্জারি • ছানি অপারেশন • লেন্স সংযোজন • কম্পিউটারাইজড চক্ষু পরীক্ষা • শিশুদের চক্ষু চিকিৎসা: [145, 1770, 349, 1794]
- alok-diseases: অ্যাজমা, হাঁপানি, সিওপিডি, যক্ষ্মা, নিউমোনিয়া, ফুসফুসের ক্যান্সার, দীর্ঘমেয়াদী কাশি, শ্বাসকষ্ট ইত্যাদি।: [438, 1861, 743, 1887]
- rumpa-chamber: চেম্বার ঃ ইসলামী হাসপাতাল এন্ড ডায়াগনস্টিক সেন্টার: [474, 1669, 707, 1681]
- ortho-title: অর্থোপেডিক-ট্রমা ও স্পাইন বিশেষজ্ঞ সার্জন: [55, 1977, 413, 2005]
- mobile-body-2: রংপুরের পীরগঞ্জে মোবাইল ব্যাংকিং প্রতারক চক্র সক্রিয় হয়ে উঠেছে। প্রতারকরা বিভিন্ন কৌশলে গ্রাহকদের কাছ থেকে গোপন পিন নম্বর নিয়ে টাকা হাতিয়ে নিচ্ছে। ভুক্তভোগীরা থানায় অভিযোগ করেছেন। রংপুরের পীরগঞ্জে মোবাইল ব্যাংকিং প্রতারক চক্র সক্রিয় হয়ে উঠেছে। প্রতারকরা বিভিন্ন কৌশলে গ্রাহকদের কাছ থেকে গোপন পিন নম্বর নিয়ে টাকা হাতিয়ে নিচ্ছে। ভুক্তভোগীরা থানায় অভিযোগ করেছেন।: [424, 1213, 591, 1363]
- job-ad-table: [62, 1462, 410, 1569]
- alok-hospital: মোহাম্মদ আলী হাসপাতাল: [518, 1818, 663, 1834]
- rainbow-hospital-ad[interactable]: [53, 2142, 415, 2246]
- issue-date: ১৩ কার্তিক ১৪২৯, ২৯ অক্টোবর ২০২২: [315, 93, 559, 111]
- doctor-pain-ad[interactable]: [424, 1975, 758, 2246]
- job-ad-title: নিয়োগ বিজ্ঞপ্তি: [124, 1393, 348, 1424]
- cardiac-body-2: প্রধান প্রশিক্ষক ছিলেন প্রফেসর আবদুল্লাহ আল শাফি মজুমদার। অনুষ্ঠানে ব্যাংকের ঊর্ধ্বতন কর্মকর্তা ও কর্মচারীরা অংশ নেন। বক্তারা বলেন, সঠিক সময়ে সিপিআর দিলে অনেক মানুষের জীবন বাঁচানো সম্ভব। ইসলামী ব্যাংক বাংলাদেশ লিমিটেড ও ইম্প্রেস্টিভ প্রফেশনাল ডেভেলপমেন্ট ইনস্টিটিউট (আইপিডিআই) যৌথভাবে কার্ডিয়াক অ্যারেস্ট ও সিপিআর বিষয়ক সচেতনতা প্রশিক্ষণের আয়োজন করে। প্রশিক্ষণে জরুরি অবস্থায় জীবন রক্ষাকারী কৌশল হাতে-কলমে শেখানো হয়।: [1231, 2097, 1495, 2218]
- lead-body-2: দিনের সর্বোচ্চ তাপমাত্রা ছিল ৩১ দশমিক ৪ ডিগ্রি সেলসিয়াস। এ দিন সর্বনিম্ন তাপমাত্রা রেকর্ড হয় ২১ দশমিক ৫ ডিগ্রি সেলসিয়াস। এর আগের দিন বৃহস্পতিবার সর্বোচ্চ তাপমাত্রা রেকর্ড হয় ২১ দশমিক ৪ ডিগ্রি সেলসিয়াস। শুক্রবার সকালে ঘন কুয়াশার কারণে উত্তরের পথ-ঘাটে গাড়ির চলাচলে বিঘ্ন ঘটেছে। রাজশাহী আবহাওয়া অফিসের তথ্যমতে শীত আরও বাড়বে। (৬ পৃ ২ ক দ্র): [408, 648, 758, 723]
- ceremony-banner: [1056, 846, 1400, 908]
- young-headline: ঠাকুরগাঁওয়ের হরিপুরে যুবকের রহস্যজনক মৃত্যু: [793, 689, 929, 722]
- ortho-name: ডাঃ মোঃ নজরুল ইসলাম (নাহিদ): [55, 2006, 413, 2044]
- job-table-cell: অফিস সহকারী (গাবতলী শাখা): [80, 1512, 219, 1540]
